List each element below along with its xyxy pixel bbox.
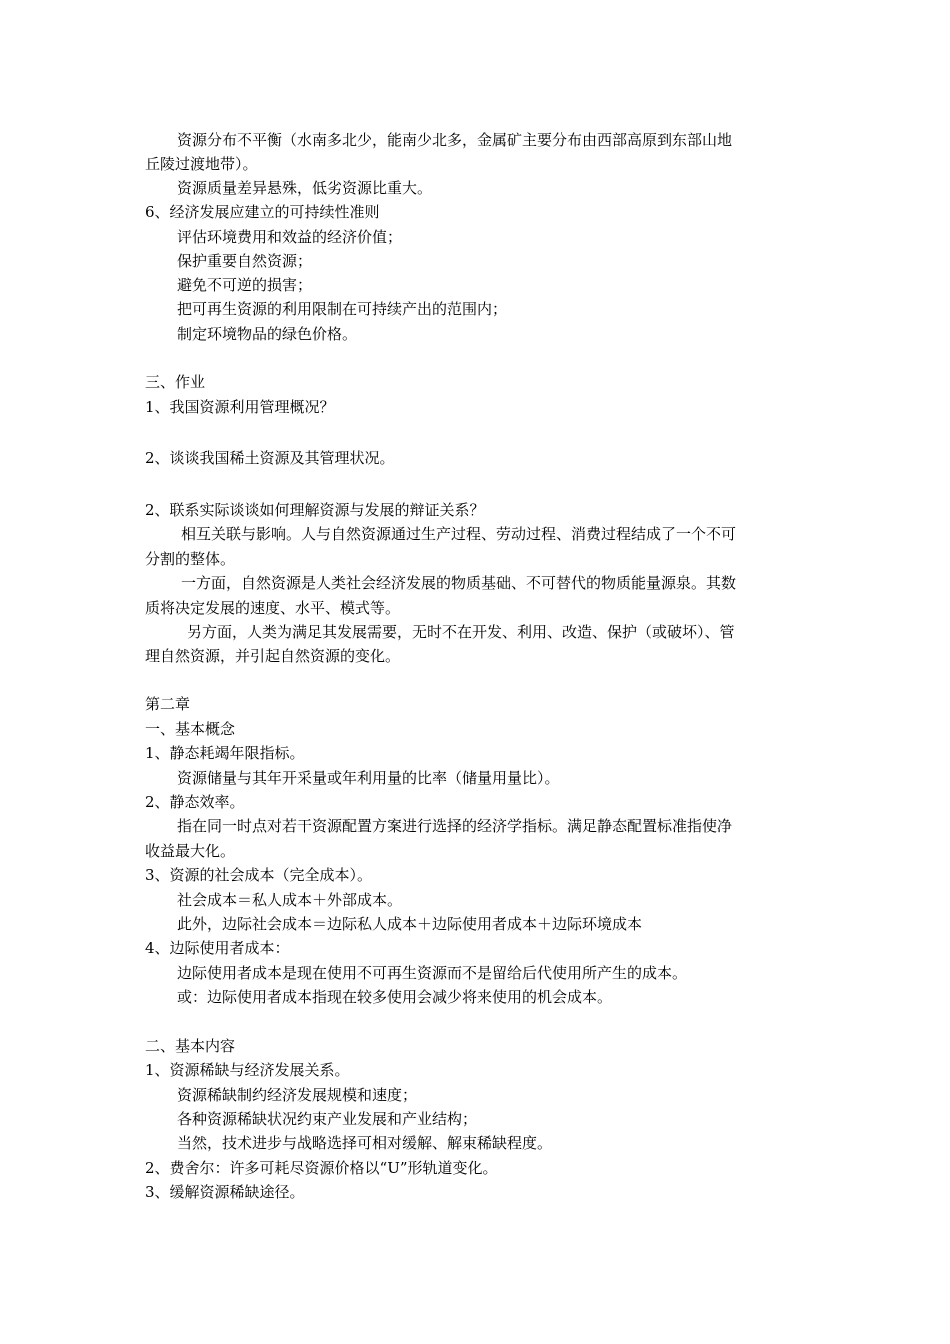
chapter-title: 第二章 — [145, 695, 191, 713]
paragraph-line: 资源稀缺制约经济发展规模和速度； — [177, 1086, 418, 1104]
paragraph-line: 各种资源稀缺状况约束产业发展和产业结构； — [177, 1110, 478, 1128]
list-item: 把可再生资源的利用限制在可持续产出的范围内； — [177, 300, 508, 318]
list-item: 4、边际使用者成本： — [145, 939, 290, 957]
paragraph-line: 边际使用者成本是现在使用不可再生资源而不是留给后代使用所产生的成本。 — [177, 964, 688, 982]
section-heading: 三、作业 — [145, 373, 206, 391]
list-item: 2、静态效率。 — [145, 793, 245, 811]
section-heading: 二、基本内容 — [145, 1037, 236, 1055]
question-item: 1、我国资源利用管理概况？ — [145, 398, 335, 416]
paragraph-line: 质将决定发展的速度、水平、模式等。 — [145, 599, 401, 617]
paragraph-line: 一方面，自然资源是人类社会经济发展的物质基础、不可替代的物质能量源泉。其数 — [181, 574, 737, 592]
section-heading: 6、经济发展应建立的可持续性准则 — [145, 203, 380, 221]
list-item: 避免不可逆的损害； — [177, 276, 313, 294]
list-item: 2、费舍尔：许多可耗尽资源价格以“U”形轨道变化。 — [145, 1159, 498, 1177]
paragraph-line: 当然，技术进步与战略选择可相对缓解、解束稀缺程度。 — [177, 1134, 553, 1152]
paragraph-line: 资源储量与其年开采量或年利用量的比率（储量用量比）。 — [177, 769, 560, 787]
list-item: 3、资源的社会成本（完全成本）。 — [145, 866, 373, 884]
list-item: 保护重要自然资源； — [177, 252, 313, 270]
paragraph-line: 资源分布不平衡（水南多北少，能南少北多，金属矿主要分布由西部高原到东部山地 — [177, 131, 733, 149]
section-heading: 一、基本概念 — [145, 720, 236, 738]
list-item: 1、静态耗竭年限指标。 — [145, 744, 305, 762]
list-item: 1、资源稀缺与经济发展关系。 — [145, 1061, 350, 1079]
paragraph-line: 或：边际使用者成本指现在较多使用会减少将来使用的机会成本。 — [177, 988, 613, 1006]
list-item: 评估环境费用和效益的经济价值； — [177, 228, 403, 246]
list-item: 3、缓解资源稀缺途径。 — [145, 1183, 305, 1201]
paragraph-line: 指在同一时点对若干资源配置方案进行选择的经济学指标。满足静态配置标准指使净 — [177, 817, 733, 835]
question-item: 2、谈谈我国稀土资源及其管理状况。 — [145, 449, 395, 467]
paragraph-line: 此外，边际社会成本＝边际私人成本＋边际使用者成本＋边际环境成本 — [177, 915, 643, 933]
paragraph-line: 另方面，人类为满足其发展需要，无时不在开发、利用、改造、保护（或破坏）、管 — [187, 623, 735, 641]
paragraph-line: 社会成本＝私人成本＋外部成本。 — [177, 891, 403, 909]
paragraph-line: 分割的整体。 — [145, 550, 236, 568]
paragraph-line: 相互关联与影响。人与自然资源通过生产过程、劳动过程、消费过程结成了一个不可 — [181, 525, 737, 543]
paragraph-line: 丘陵过渡地带）。 — [145, 155, 258, 173]
question-item: 2、联系实际谈谈如何理解资源与发展的辩证关系？ — [145, 501, 485, 519]
paragraph-line: 理自然资源，并引起自然资源的变化。 — [145, 647, 401, 665]
paragraph-line: 资源质量差异悬殊，低劣资源比重大。 — [177, 179, 433, 197]
paragraph-line: 收益最大化。 — [145, 842, 236, 860]
list-item: 制定环境物品的绿色价格。 — [177, 325, 358, 343]
